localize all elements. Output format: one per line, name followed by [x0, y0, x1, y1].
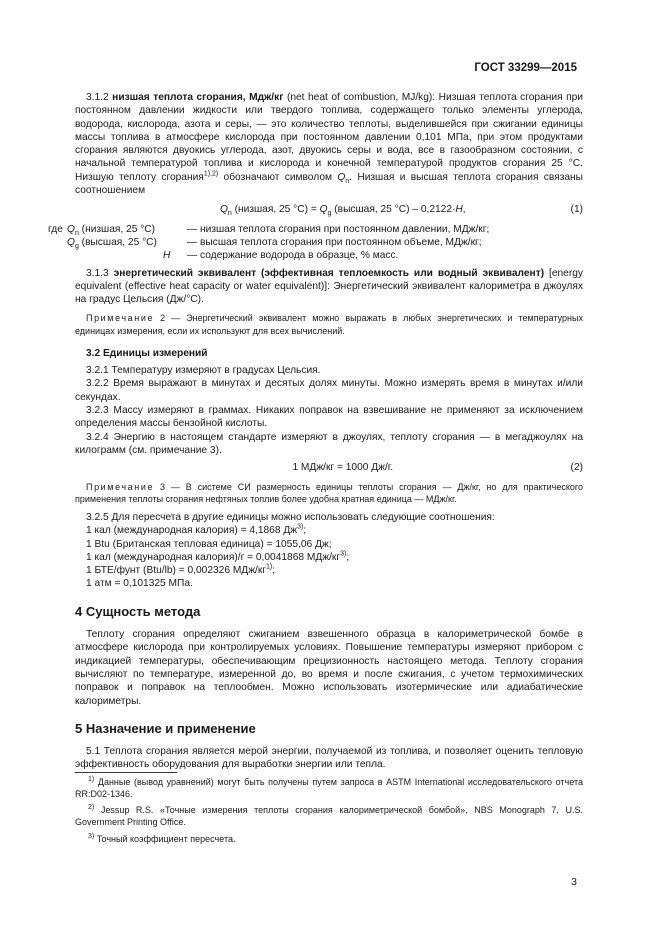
clause-number: 3.1.2: [86, 92, 109, 103]
formula-subscript: g: [327, 210, 332, 218]
legend-subscript: n: [74, 229, 79, 237]
section-4-body: Теплоту сгорания определяют сжиганием взвешенного образца в калориметрической бомбе в атмосфере кислорода при контролируемых условиях. Повышение температуры измеряют прибором с индикацией температуры, обеспечивающим прецизионность настоящего метода. Теплоту сгорания вычисляют по температуре, измеренной до, во время и после сжигания, с учетом термохимических поправок и поправок на теплообмен. Можно использовать изотермические или адиабатические калориметры.: [75, 629, 583, 707]
footnote-marker: 3): [88, 833, 95, 840]
symbol: Q: [337, 171, 346, 183]
formula-symbol: Q: [219, 204, 228, 216]
legend-description: — содержание водорода в образце, % масс.: [187, 250, 399, 262]
formula-text: 1 МДж/кг = 1000 Дж/г.: [292, 462, 394, 474]
formula-symbol: H: [455, 204, 463, 216]
formula-number: (1): [570, 204, 583, 216]
conversion-line: [75, 551, 583, 564]
legend-description: — высшая теплота сгорания при постоянном объеме, МДж/кг;: [187, 236, 482, 248]
conversion-line: [75, 564, 583, 577]
note-text: 3 — В системе СИ размерность единицы теплоты сгорания — Дж/кг, но для практического применения теплоты сгорания нефтяных топлив более удобна кратная единица — МДж/кг.: [75, 481, 583, 504]
conversion-text: ;: [346, 551, 350, 563]
footnote-ref: 1),2): [203, 170, 219, 178]
legend-symbol: H: [163, 250, 171, 262]
page-number: 3: [571, 876, 577, 888]
term-english: (net heat of combustion, MJ/kg):: [286, 92, 436, 103]
footnote-ref: 3): [297, 523, 304, 531]
conversion-text: 1 кал (международная калория) = 4,1868 Дж: [86, 525, 298, 537]
clause-3-2-4: 3.2.4 Энергию в настоящем стандарте измеряют в джоулях, теплоту сгорания — в мегаджоулях на килограмм (см. примечание 3).: [75, 431, 583, 456]
footnote-1: [75, 777, 583, 800]
definition-text: . Низшая и высшая теплота сгорания связаны соотношением: [75, 171, 583, 197]
section-3-2-title: 3.2 Единицы измерений: [86, 347, 208, 359]
legend-symbol: Q: [67, 236, 75, 248]
formula-text: (низшая, 25 °С) =: [231, 204, 320, 216]
symbol-subscript: n: [345, 177, 350, 185]
formula-number: (2): [570, 462, 583, 474]
clause-number: 3.1.3: [86, 267, 109, 279]
formula-2: [75, 461, 583, 474]
note-3: [75, 481, 583, 505]
formula-symbol: Q: [319, 204, 328, 216]
section-4-title: 4 Сущность метода: [75, 603, 201, 619]
section-5-body: 5.1 Теплота сгорания является мерой энергии, получаемой из топлива, и позволяет оценить тепловую эффективность оборудования для выработки энергии или тепла.: [75, 746, 583, 771]
footnote-ref: 3): [340, 550, 347, 558]
legend-row: [75, 249, 583, 262]
legend-qualifier: (низшая, 25 °С): [78, 223, 156, 235]
definition-text: [energy equivalent (effective heat capacity or water equivalent)]: Энергетический эквивалент калориметра в джоулях на градус Цельсия (Дж/°С).: [75, 267, 583, 306]
definition-text: Низшая теплота сгорания при постоянном давлении жидкости или твердого топлива, содержащего только элементы углерода, водорода, кислорода, азота и серы, — это количество теплоты, выделившейся при сжигании единицы массы топлива в атмосфере кислорода при постоянном давлении 0,101 МПа, при этом продуктами сгорания являются двуокись углерода, азот, двуокись серы и вода, все в газообразном состоянии, с начальной температурой топлива и кислорода и конечной температурой продуктов сгорания 25 °С. Низшую теплоту сгорания: [75, 92, 583, 183]
term: энергетический эквивалент (эффективная теплоемкость или водный эквивалент): [113, 267, 545, 279]
legend-description: — низшая теплота сгорания при постоянном давлении, МДж/кг;: [187, 223, 490, 235]
clause-3-1-2: [75, 91, 583, 197]
legend-subscript: g: [74, 243, 79, 250]
legend-symbol: Q: [67, 223, 75, 235]
formula-legend: [48, 223, 583, 263]
definition-text: обозначают символом: [218, 171, 338, 183]
formula-text: ,: [462, 204, 466, 216]
footnote-text: Jessup R.S. «Точные измерения теплоты сгорания калориметрической бомбой», NBS Monograph 7, U.S. Government Printing Office.: [75, 805, 583, 827]
legend-row: [48, 223, 583, 237]
conversion-line: 1 Btu (Британская тепловая единица) = 1055,06 Дж;: [86, 538, 332, 550]
standard-code-header: ГОСТ 33299—2015: [474, 62, 577, 74]
note-text: 2 — Энергетический эквивалент можно выражать в любых энергетических и температурных единицах измерения, если их используют для всех вычислений.: [75, 313, 583, 336]
footnote-3: [75, 834, 583, 846]
formula-subscript: n: [227, 210, 232, 218]
conversion-line: 1 атм = 0,101325 МПа.: [86, 578, 193, 590]
conversion-text: 1 кал (международная калория)/г = 0,0041868 МДж/кг: [86, 551, 341, 563]
note-label: Примечание: [86, 481, 155, 492]
legend-where: где: [48, 223, 63, 235]
formula-text: (высшая, 25 °С) – 0,2122·: [331, 204, 456, 216]
conversion-text: 1 БТЕ/фунт (Btu/lb) = 0,002326 МДж/кг: [86, 565, 267, 577]
clause-3-2-5: 3.2.5 Для пересчета в другие единицы можно использовать следующие соотношения:: [86, 511, 495, 523]
footnote-text: Данные (вывод уравнений) могут быть получены путем запроса в ASTM International исследовательского отчета RR:D02-1346.: [75, 777, 583, 799]
clause-3-2-2: 3.2.2 Время выражают в минутах и десятых долях минуты. Можно измерять время в минутах и/или секундах.: [75, 378, 583, 403]
clause-3-2-1: 3.2.1 Температуру измеряют в градусах Цельсия.: [86, 365, 321, 377]
conversion-text: ;: [272, 565, 276, 577]
clause-3-2-3: 3.2.3 Массу измеряют в граммах. Никаких поправок на взвешивание не применяют за исключением определения массы бензойной кислоты.: [75, 405, 583, 430]
main-text: [48, 91, 583, 772]
note-2: [75, 312, 583, 336]
footnote-marker: 2): [88, 804, 95, 811]
section-5-title: 5 Назначение и применение: [75, 720, 256, 736]
footnote-separator: [75, 772, 177, 773]
term: низшая теплота сгорания, Мдж/кг: [112, 92, 284, 103]
formula-1: [75, 203, 583, 216]
note-label: Примечание: [86, 313, 155, 324]
conversion-line: [75, 524, 583, 537]
conversion-text: ;: [303, 525, 307, 537]
legend-row: [67, 236, 583, 250]
footnote-2: [75, 805, 583, 828]
clause-3-1-3: [75, 267, 583, 307]
footnote-marker: 1): [88, 776, 95, 783]
footnote-ref: 1): [266, 563, 273, 571]
legend-qualifier: (высшая, 25 °С): [78, 236, 157, 248]
footnote-text: Точный коэффициент пересчета.: [96, 834, 236, 844]
